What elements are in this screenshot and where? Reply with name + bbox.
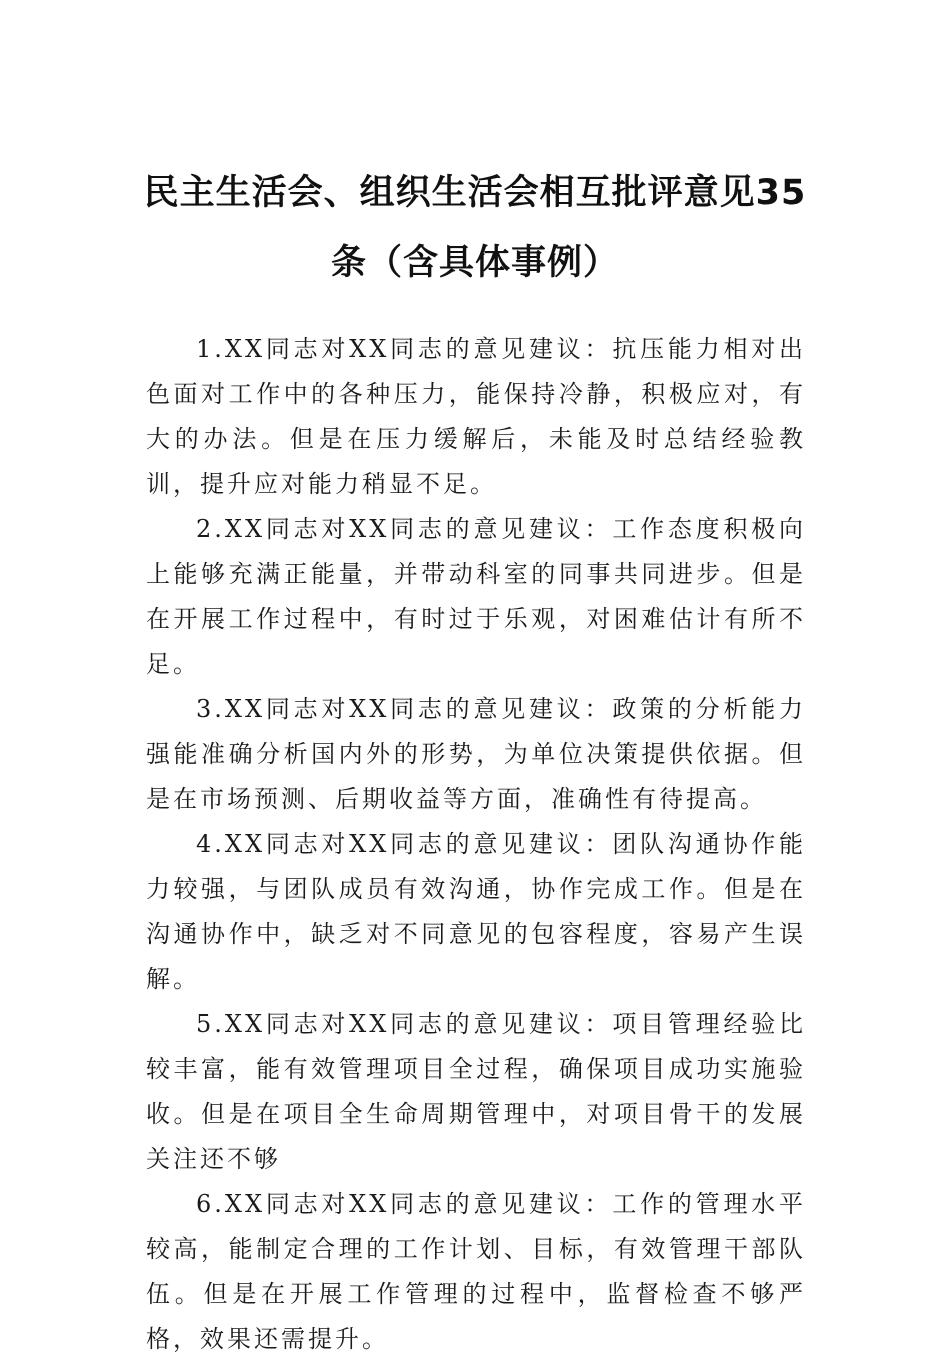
document-title: 民主生活会、组织生活会相互批评意见35条（含具体事例） [143, 173, 807, 283]
paragraph-6: 6.XX同志对XX同志的意见建议：工作的管理水平较高，能制定合理的工作计划、目标，有效管理干部队伍。但是在开展工作管理的过程中，监督检查不够严格，效果还需提升。 [146, 1190, 806, 1353]
paragraph-3: 3.XX同志对XX同志的意见建议：政策的分析能力强能准确分析国内外的形势，为单位决策提供依据。但是在市场预测、后期收益等方面，准确性有待提高。 [146, 695, 806, 813]
paragraph-4: 4.XX同志对XX同志的意见建议：团队沟通协作能力较强，与团队成员有效沟通，协作完成工作。但是在沟通协作中，缺乏对不同意见的包容程度，容易产生误解。 [146, 830, 806, 993]
document-body [146, 327, 806, 1362]
paragraph-1: 1.XX同志对XX同志的意见建议：抗压能力相对出色面对工作中的各种压力，能保持冷静，积极应对，有大的办法。但是在压力缓解后，未能及时总结经验教训，提升应对能力稍显不足。 [146, 335, 806, 498]
paragraph-5: 5.XX同志对XX同志的意见建议：项目管理经验比较丰富，能有效管理项目全过程，确保项目成功实施验收。但是在项目全生命周期管理中，对项目骨干的发展关注还不够 [146, 1010, 806, 1173]
paragraph-2: 2.XX同志对XX同志的意见建议：工作态度积极向上能够充满正能量，并带动科室的同事共同进步。但是在开展工作过程中，有时过于乐观，对困难估计有所不足。 [146, 515, 806, 678]
